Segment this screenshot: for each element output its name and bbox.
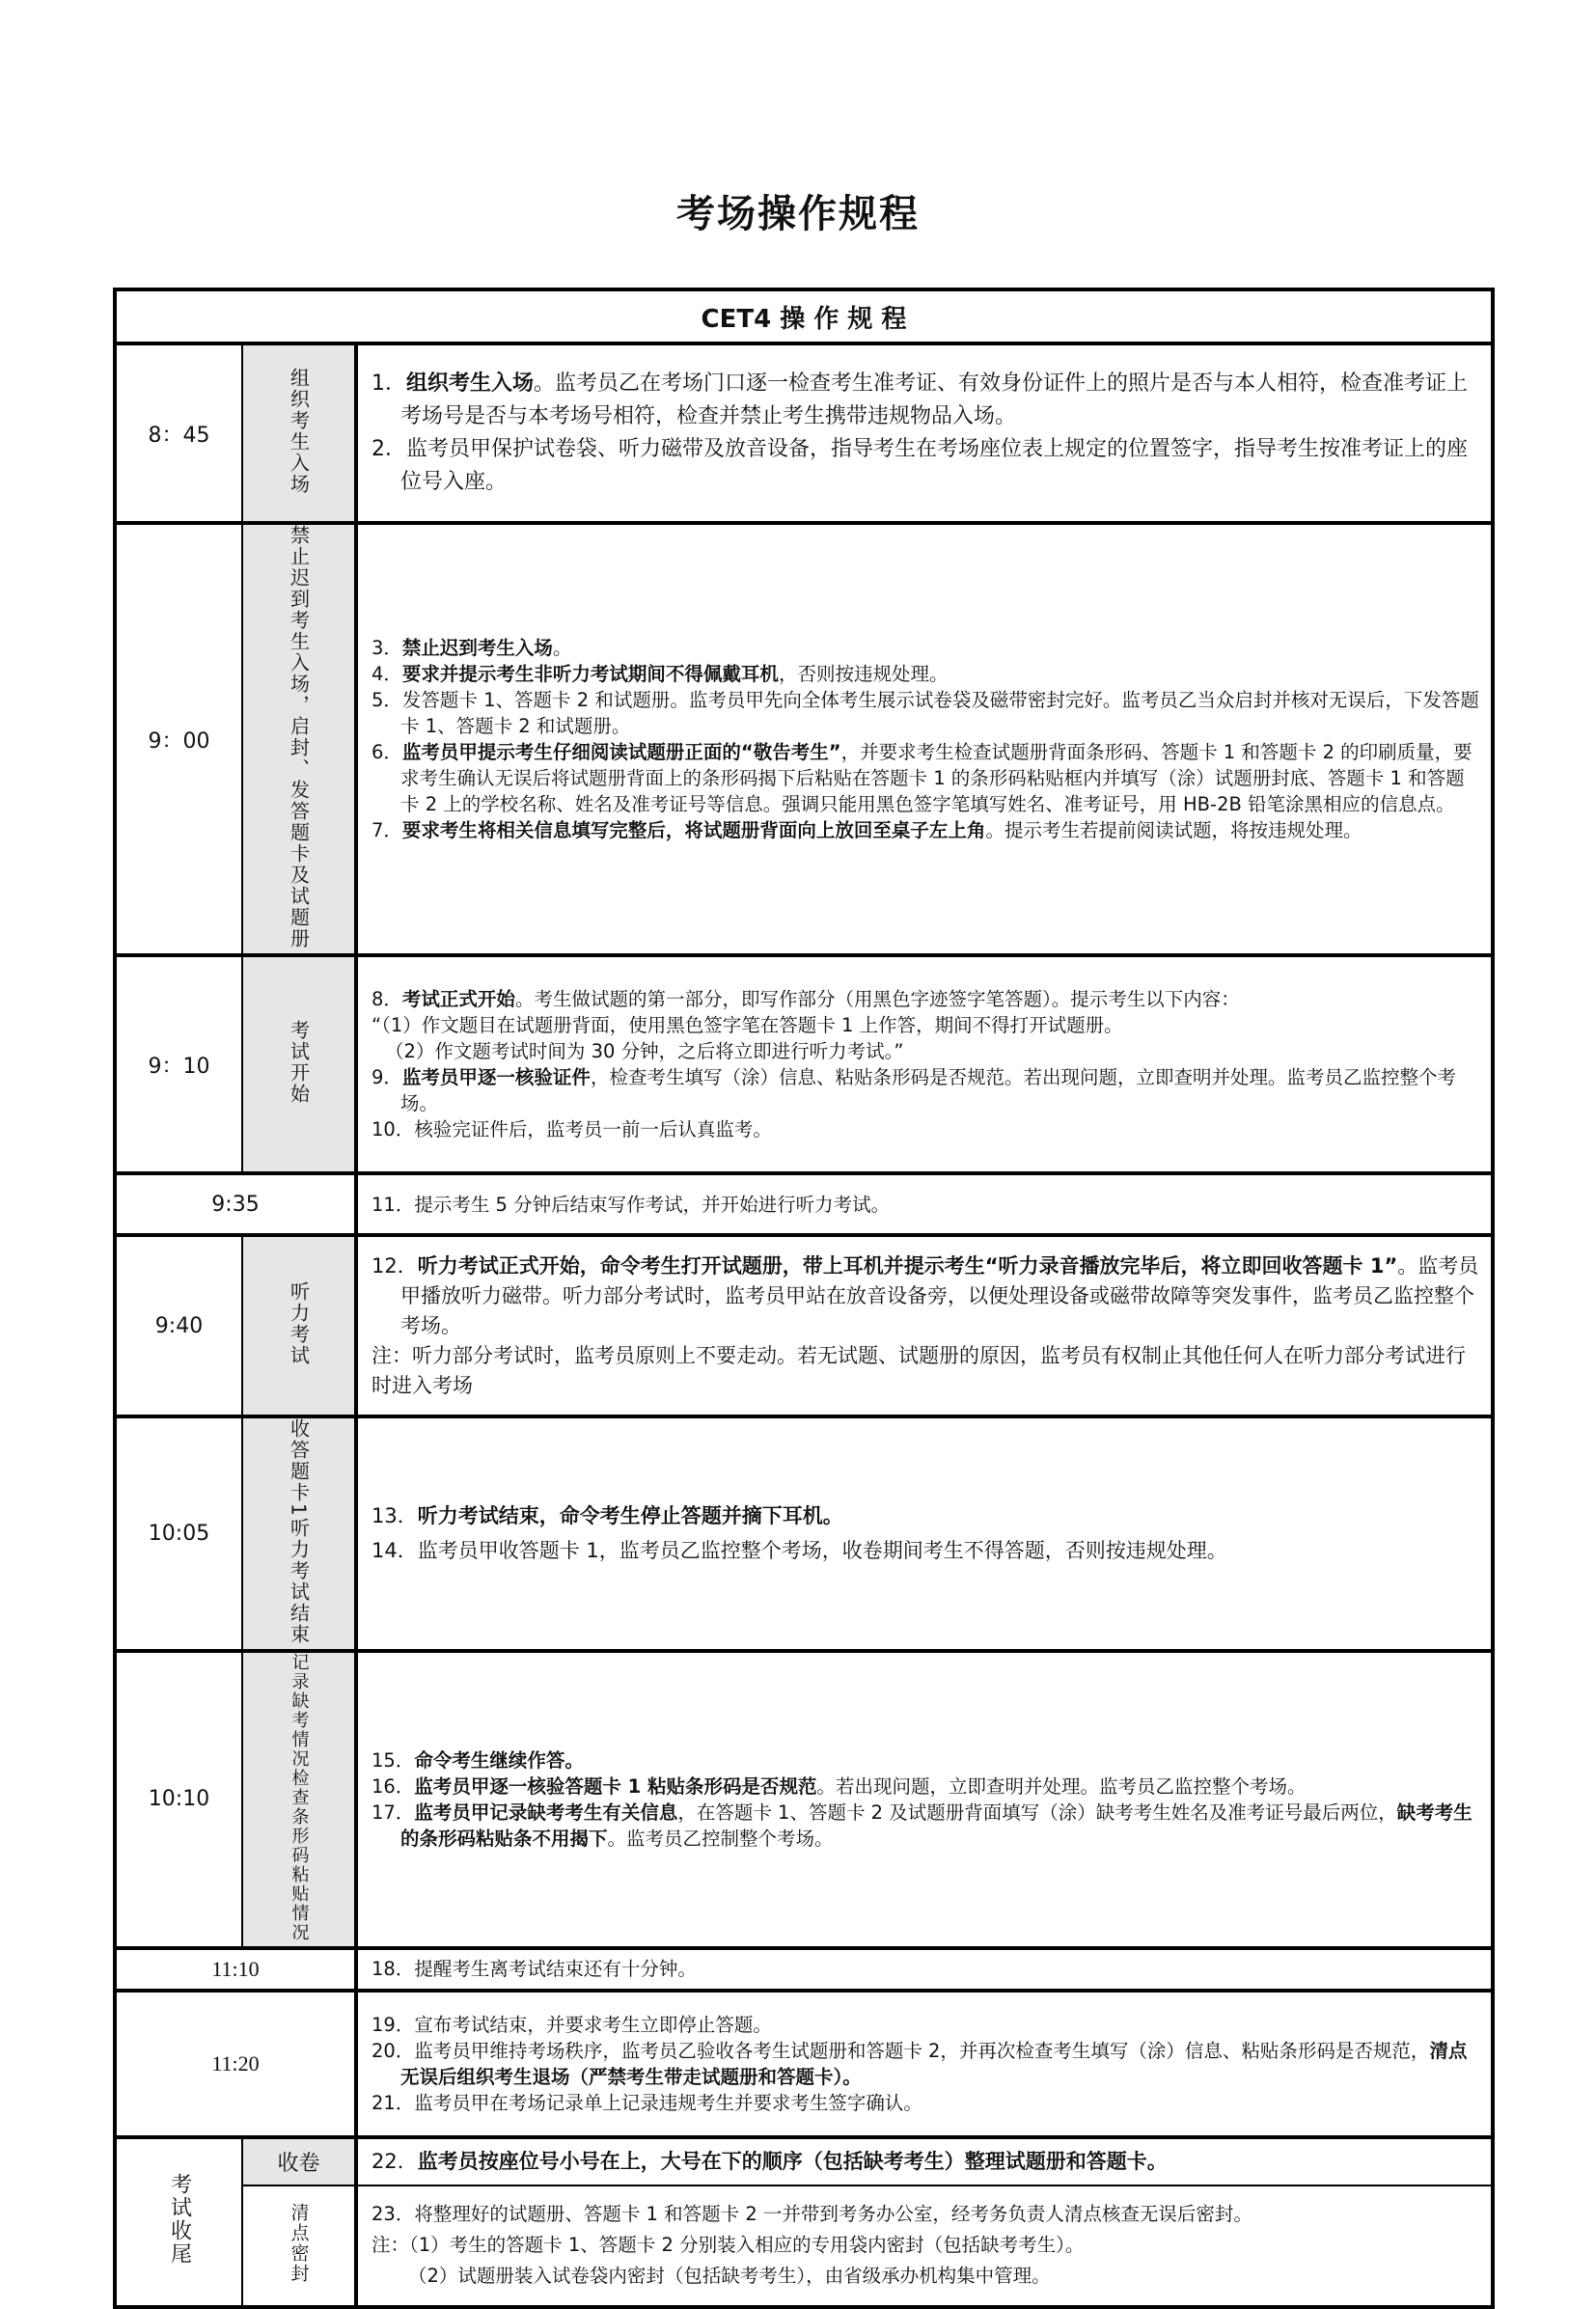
list-item: 3．禁止迟到考生入场。 bbox=[371, 637, 572, 659]
list-item: 15．命令考生继续作答。 bbox=[371, 1748, 584, 1772]
list-item: 16．监考员甲逐一核验答题卡 1 粘贴条形码是否规范。若出现问题，立即查明并处理。监考员乙监控整个考场。 bbox=[371, 1774, 1307, 1798]
stage-label: 组织考生入场 bbox=[287, 368, 311, 495]
list-item: 7．要求考生将相关信息填写完整后，将试题册背面向上放回至桌子左上角。提示考生若提前阅读试题，将按违规处理。 bbox=[371, 819, 1362, 841]
table-row bbox=[115, 2185, 1493, 2307]
stage-cell bbox=[242, 523, 356, 955]
table-row bbox=[115, 344, 1493, 523]
stage-label: 听力考试 bbox=[287, 1281, 311, 1366]
list-item: 21．监考员甲在考场记录单上记录违规考生并要求考生签字确认。 bbox=[371, 2091, 922, 2114]
time-cell: 10:05 bbox=[115, 1416, 242, 1651]
content-cell bbox=[356, 523, 1493, 955]
list-item: 23．将整理好的试题册、答题卡 1 和答题卡 2 一并带到考务办公室，经考务负责人清点核查无误后密封。 bbox=[371, 2203, 1252, 2226]
document-title: 考场操作规程 bbox=[676, 192, 920, 236]
time-cell bbox=[115, 2137, 242, 2307]
list-item: 9．监考员甲逐一核验证件，检查考生填写（涂）信息、粘贴条形码是否规范。若出现问题，立即查明并处理。监考员乙监控整个考场。 bbox=[371, 1066, 1456, 1114]
table-row bbox=[115, 955, 1493, 1173]
table-header-row bbox=[115, 289, 1493, 344]
list-item: 8．考试正式开始。考生做试题的第一部分，即写作部分（用黑色字迹签字笔答题）。提示考生以下内容： bbox=[371, 988, 1240, 1010]
list-item: 20．监考员甲维持考场秩序，监考员乙验收各考生试题册和答题卡 2，并再次检查考生填写（涂）信息、粘贴条形码是否规范，清点无误后组织考生退场（严禁考生带走试题册和答题卡）。 bbox=[371, 2039, 1468, 2088]
content-cell bbox=[356, 344, 1493, 523]
stage-cell bbox=[242, 1651, 356, 1948]
time-cell: 9:40 bbox=[115, 1235, 242, 1416]
list-item: 11．提示考生 5 分钟后结束写作考试，并开始进行听力考试。 bbox=[371, 1193, 891, 1216]
list-item: 6．监考员甲提示考生仔细阅读试题册正面的“敬告考生”，并要求考生检查试题册背面条形码、答题卡 1 和答题卡 2 的印刷质量，要求考生确认无误后将试题册背面上的条形码揭下后粘贴在答题卡 1 的条形码粘贴框内并填写（涂）试题册封底、答题卡 1 和答题卡 2 上的学校名称、姓名及准考证号等信息。强调只能用黑色签字笔填写姓名、准考证号，用 HB-2B 铅笔涂黑相应的信息点。 bbox=[371, 741, 1472, 815]
table-row bbox=[115, 1948, 1493, 1991]
time-cell: 8：45 bbox=[115, 344, 242, 523]
list-item: 12．听力考试正式开始，命令考生打开试题册，带上耳机并提示考生“听力录音播放完毕后，将立即回收答题卡 1”。监考员甲播放听力磁带。听力部分考试时，监考员甲站在放音设备旁，以便处理设备或磁带故障等突发事件，监考员乙监控整个考场。 bbox=[371, 1253, 1479, 1337]
list-item: 注：（1）考生的答题卡 1、答题卡 2 分别装入相应的专用袋内密封（包括缺考考生）。 bbox=[371, 2234, 1085, 2257]
stage-label: 考试开始 bbox=[287, 1020, 311, 1105]
stage-label: 考试收尾 bbox=[167, 2172, 192, 2266]
content-cell bbox=[356, 1235, 1493, 1416]
list-item: 17．监考员甲记录缺考考生有关信息，在答题卡 1、答题卡 2 及试题册背面填写（涂）缺考考生姓名及准考证号最后两位，缺考考生的条形码粘贴条不用揭下。监考员乙控制整个考场。 bbox=[371, 1800, 1472, 1850]
list-item: 18．提醒考生离考试结束还有十分钟。 bbox=[371, 1958, 697, 1981]
content-cell bbox=[356, 1416, 1493, 1651]
stage-label: 清点密封 bbox=[288, 2203, 310, 2285]
procedure-table-wrapper bbox=[113, 288, 1491, 2309]
content-cell bbox=[356, 1173, 1493, 1235]
table-row bbox=[115, 1173, 1493, 1235]
list-item: “（1）作文题目在试题册背面，使用黑色签字笔在答题卡 1 上作答，期间不得打开试题册。 bbox=[371, 1014, 1123, 1036]
stage-label: 记录缺考情况检查条形码粘贴情况 bbox=[289, 1652, 310, 1942]
stage-label: 禁止迟到考生入场，启封、发答题卡及试题册 bbox=[287, 525, 311, 949]
list-item: 19．宣布考试结束，并要求考生立即停止答题。 bbox=[371, 2013, 772, 2036]
list-item: 4．要求并提示考生非听力考试期间不得佩戴耳机，否则按违规处理。 bbox=[371, 663, 949, 685]
list-item: 注：听力部分考试时，监考员原则上不要走动。若无试题、试题册的原因，监考员有权制止其他任何人在听力部分考试进行时进入考场 bbox=[371, 1343, 1466, 1397]
time-cell: 10:10 bbox=[115, 1651, 242, 1948]
table-row bbox=[115, 1651, 1493, 1948]
stage-cell bbox=[242, 2137, 356, 2185]
stage-cell bbox=[242, 2185, 356, 2307]
time-cell: 11:20 bbox=[115, 1991, 356, 2137]
time-cell: 9:35 bbox=[115, 1173, 356, 1235]
content-cell bbox=[356, 1948, 1493, 1991]
list-item: 13．听力考试结束，命令考生停止答题并摘下耳机。 bbox=[371, 1504, 843, 1528]
stage-cell bbox=[242, 955, 356, 1173]
time-cell: 9：10 bbox=[115, 955, 242, 1173]
stage-label: 收答题卡1听力考试结束 bbox=[287, 1418, 311, 1645]
stage-cell bbox=[242, 1235, 356, 1416]
procedure-table bbox=[113, 288, 1495, 2309]
table-header: CET4 操 作 规 程 bbox=[115, 289, 1493, 344]
table-row bbox=[115, 1416, 1493, 1651]
list-item: （2）试题册装入试卷袋内密封（包括缺考考生），由省级承办机构集中管理。 bbox=[408, 2265, 1051, 2288]
content-cell bbox=[356, 955, 1493, 1173]
table-row bbox=[115, 2137, 1493, 2185]
content-cell bbox=[356, 1651, 1493, 1948]
content-cell bbox=[356, 2185, 1493, 2307]
time-cell: 11:10 bbox=[115, 1948, 356, 1991]
table-row bbox=[115, 1991, 1493, 2137]
list-item: 1．组织考生入场。监考员乙在考场门口逐一检查考生准考证、有效身份证件上的照片是否与本人相符，检查准考证上考场号是否与本考场号相符，检查并禁止考生携带违规物品入场。 bbox=[371, 371, 1469, 428]
time-cell: 9：00 bbox=[115, 523, 242, 955]
stage-cell bbox=[242, 344, 356, 523]
list-item: 10．核验完证件后，监考员一前一后认真监考。 bbox=[371, 1118, 772, 1141]
table-row bbox=[115, 1235, 1493, 1416]
list-item: 14．监考员甲收答题卡 1，监考员乙监控整个考场，收卷期间考生不得答题，否则按违规处理。 bbox=[371, 1539, 1227, 1563]
list-item: 2．监考员甲保护试卷袋、听力磁带及放音设备，指导考生在考场座位表上规定的位置签字，指导考生按准考证上的座位号入座。 bbox=[371, 437, 1469, 494]
list-item: （2）作文题考试时间为 30 分钟，之后将立即进行听力考试。” bbox=[385, 1040, 904, 1062]
content-cell bbox=[356, 1991, 1493, 2137]
list-item: 5．发答题卡 1、答题卡 2 和试题册。监考员甲先向全体考生展示试卷袋及磁带密封完好。监考员乙当众启封并核对无误后，下发答题卡 1、答题卡 2 和试题册。 bbox=[371, 689, 1479, 737]
table-row bbox=[115, 523, 1493, 955]
content-cell bbox=[356, 2137, 1493, 2185]
stage-cell bbox=[242, 1416, 356, 1651]
list-item: 22．监考员按座位号小号在上，大号在下的顺序（包括缺考考生）整理试题册和答题卡。 bbox=[371, 2149, 1168, 2173]
stage-label: 收卷 bbox=[277, 2151, 320, 2176]
